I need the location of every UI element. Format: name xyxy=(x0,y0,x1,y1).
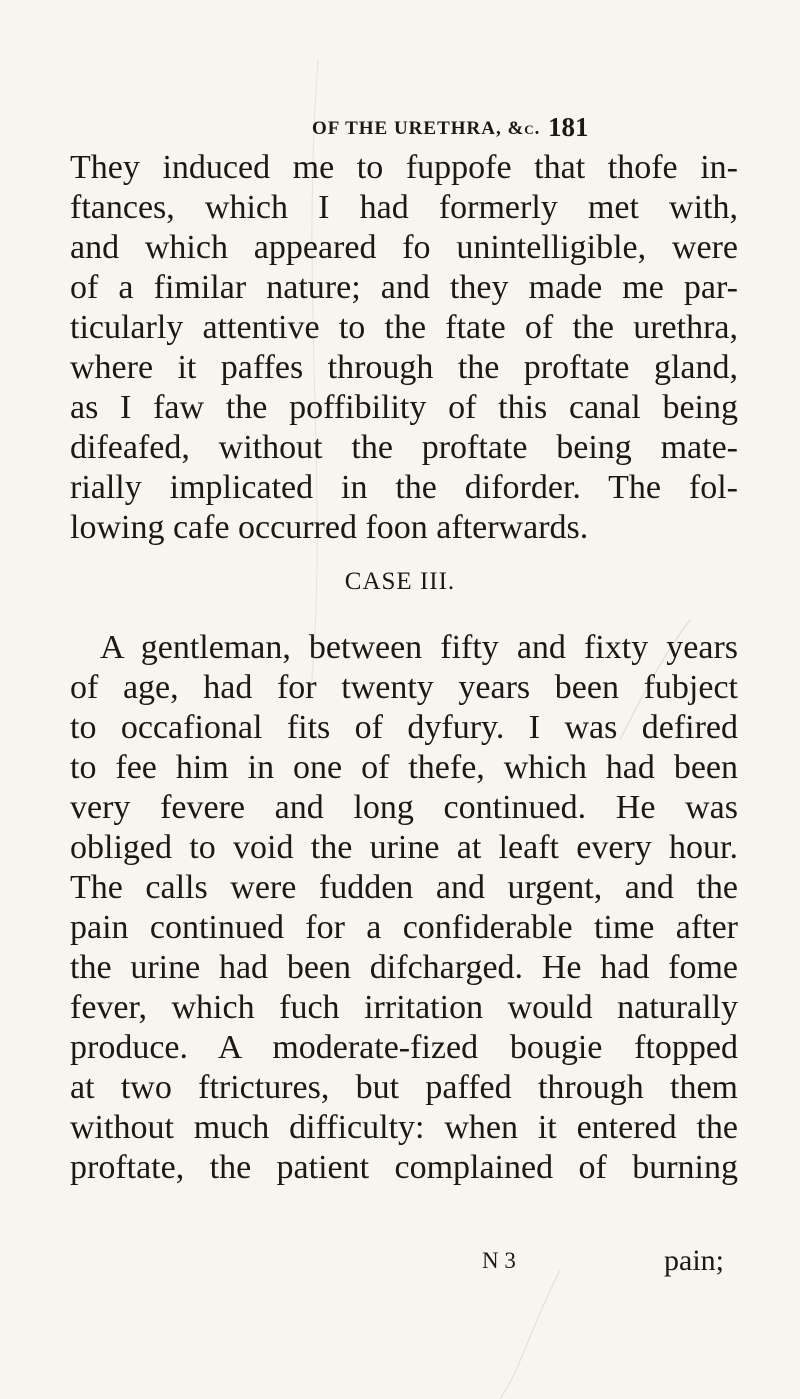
text-line: obliged to void the urine at leaft every hour. xyxy=(70,829,738,866)
text-line: proftate, the patient complained of burning xyxy=(70,1149,738,1186)
text-line: pain continued for a confiderable time after xyxy=(70,909,738,946)
text-line: where it paffes through the proftate gland, xyxy=(70,349,738,386)
text-line: The calls were fudden and urgent, and the xyxy=(70,869,738,906)
text-line: produce. A moderate-fized bougie ftopped xyxy=(70,1029,738,1066)
text-line: and which appeared fo unintelligible, were xyxy=(70,229,738,266)
running-title: OF THE URETHRA, &c. xyxy=(312,118,541,139)
catchword: pain; xyxy=(664,1244,724,1277)
text-line: to fee him in one of thefe, which had been xyxy=(70,749,738,786)
text-line: ticularly attentive to the ftate of the urethra, xyxy=(70,309,738,346)
running-head xyxy=(0,110,800,150)
text-line: of a fimilar nature; and they made me par- xyxy=(70,269,738,306)
text-line: at two ftrictures, but paffed through them xyxy=(70,1069,738,1106)
text-line: the urine had been difcharged. He had fome xyxy=(70,949,738,986)
text-line: difeafed, without the proftate being mate- xyxy=(70,429,738,466)
signature-mark: N 3 xyxy=(482,1248,516,1273)
text-line: of age, had for twenty years been fubject xyxy=(70,669,738,706)
text-line: without much difficulty: when it entered the xyxy=(70,1109,738,1146)
page-number: 181 xyxy=(548,112,589,142)
text-line: rially implicated in the diforder. The fol- xyxy=(70,469,738,506)
text-line: lowing cafe occurred foon afterwards. xyxy=(70,509,589,546)
text-line: A gentleman, between fifty and fixty years xyxy=(100,629,738,666)
text-line: very fevere and long continued. He was xyxy=(70,789,738,826)
case-heading: CASE III. xyxy=(344,568,456,595)
text-line: They induced me to fuppofe that thofe in- xyxy=(70,149,738,186)
text-line: as I faw the poffibility of this canal being xyxy=(70,389,738,426)
text-line: fever, which fuch irritation would naturally xyxy=(70,989,738,1026)
text-line: ftances, which I had formerly met with, xyxy=(70,189,738,226)
text-line: to occafional fits of dyfury. I was defired xyxy=(70,709,738,746)
